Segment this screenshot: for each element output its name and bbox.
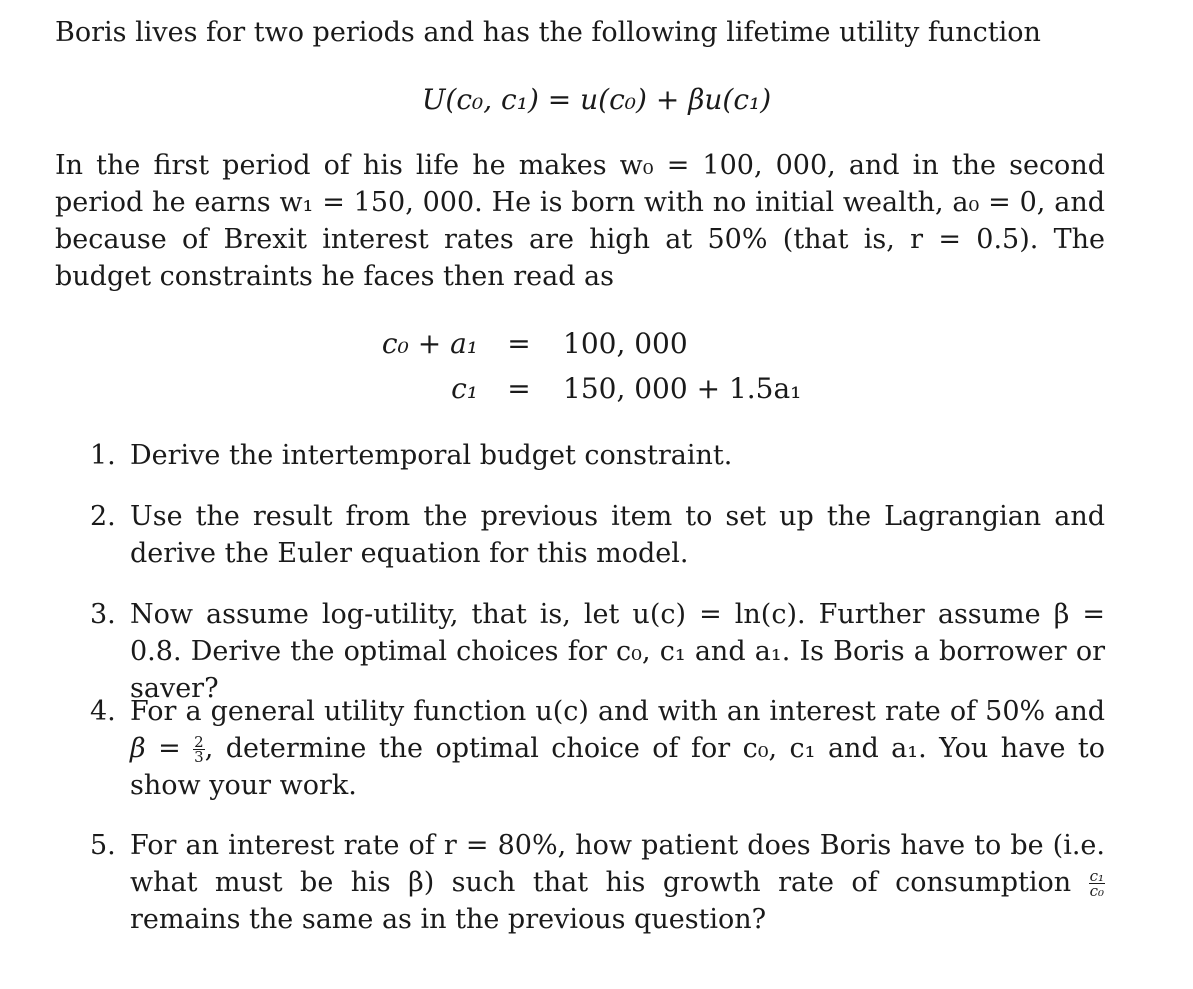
question-4-frac-num: 2: [194, 733, 204, 751]
question-5-text-b: remains the same as in the previous question?: [130, 904, 767, 935]
question-5-fraction: [1089, 869, 1105, 898]
budget-row2-left: c₁: [451, 372, 478, 405]
question-4-frac-den: 3: [194, 748, 204, 766]
budget-row1-equals: =: [507, 327, 531, 360]
question-5-frac-den: c₀: [1089, 882, 1104, 900]
setup-paragraph: In the first period of his life he makes w₀ = 100, 000, and in the second period he earns w₁ = 150, 000. He is born with no initial wealth, a₀ = 0, and because of Brexit interest rates are high at 50% (that is, r = 0.5). The budget constraints he faces then read as: [55, 150, 1105, 292]
question-4-number: 4.: [90, 696, 116, 727]
question-4-text-a: For a general utility function u(c) and with an interest rate of 50% and: [130, 696, 1105, 727]
budget-row2-equals: =: [507, 372, 531, 405]
question-5-number: 5.: [90, 830, 116, 861]
question-5-frac-num: c₁: [1089, 867, 1104, 885]
question-4-text: [130, 693, 1105, 804]
question-4-fraction: [193, 735, 205, 764]
budget-row1-right: 100, 000: [563, 327, 688, 360]
question-3-text: Now assume log-utility, that is, let u(c) = ln(c). Further assume β = 0.8. Derive the optimal choices for c₀, c₁ and a₁. Is Boris a borrower or saver?: [130, 599, 1105, 704]
utility-equation: U(c₀, c₁) = u(c₀) + βu(c₁): [421, 83, 772, 116]
question-1-number: 1.: [90, 440, 116, 471]
question-2-number: 2.: [90, 501, 116, 532]
intro-paragraph: Boris lives for two periods and has the following lifetime utility function: [55, 17, 1041, 48]
question-3-number: 3.: [90, 599, 116, 630]
budget-row1-left: c₀ + a₁: [381, 327, 478, 360]
question-4-beta: β =: [130, 733, 181, 764]
question-4-text-b: , determine the optimal choice of for c₀, c₁ and a₁. You have to show your work.: [130, 733, 1105, 801]
question-5-text-a: For an interest rate of r = 80%, how patient does Boris have to be (i.e. what must be his β) such that his growth rate of consumption: [130, 830, 1105, 898]
budget-row2-right: 150, 000 + 1.5a₁: [563, 372, 802, 405]
question-5-text: [130, 827, 1105, 938]
question-1-text: Derive the intertemporal budget constraint.: [130, 440, 733, 471]
question-2-text: Use the result from the previous item to set up the Lagrangian and derive the Euler equation for this model.: [130, 501, 1105, 569]
